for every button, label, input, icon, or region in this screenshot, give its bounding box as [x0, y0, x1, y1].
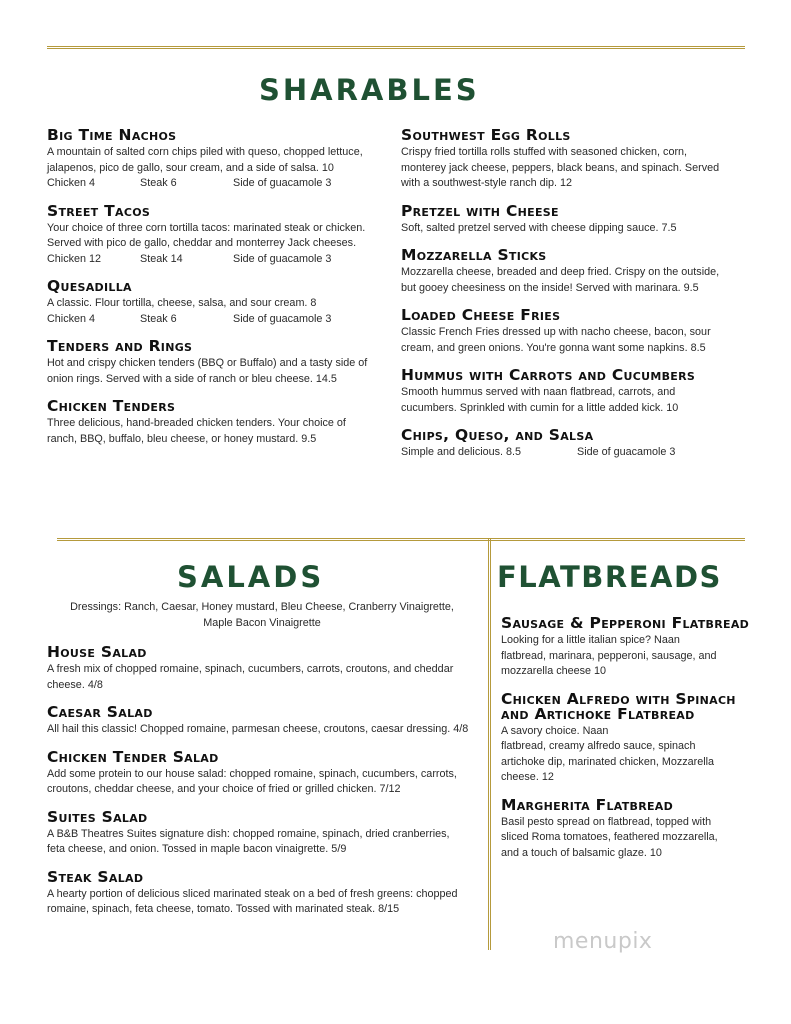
- item-description: Simple and delicious. 8.5 Side of guacamole 3: [401, 446, 676, 458]
- menu-item: [47, 867, 487, 918]
- menu-item: [47, 747, 487, 798]
- item-description: Hot and crispy chicken tenders (BBQ or Buffalo) and a tasty side of onion rings. Served with a side of ranch or bleu cheese. 14.5: [47, 357, 368, 385]
- item-description: A fresh mix of chopped romaine, spinach, cucumbers, carrots, croutons, and cheddar cheese. 4/8: [47, 663, 454, 691]
- menu-item: [47, 279, 392, 327]
- item-description: A savory choice. Naan flatbread, creamy alfredo sauce, spinach artichoke dip, marinated chicken, Mozzarella cheese. 12: [501, 724, 715, 783]
- item-name: Mozzarella Sticks: [401, 246, 547, 264]
- menu-item: [401, 308, 751, 356]
- sharables-left-column: [47, 128, 392, 459]
- top-rule: [47, 46, 745, 49]
- item-name: Steak Salad: [47, 867, 144, 886]
- item-name: Chicken Tender Salad: [47, 747, 219, 766]
- menu-item: [47, 339, 392, 387]
- item-name: Big Time Nachos: [47, 126, 177, 144]
- menu-item: [47, 807, 487, 858]
- item-description: Add some protein to our house salad: chopped romaine, spinach, cucumbers, carrots, croutons, cheddar cheese, and your choice of fried or grilled chicken. 7/12: [47, 767, 457, 795]
- item-description: Soft, salted pretzel served with cheese dipping sauce. 7.5: [401, 221, 677, 234]
- item-name: Chicken Alfredo with Spinach and Artichoke Flatbread: [501, 689, 736, 723]
- item-description: Mozzarella cheese, breaded and deep fried. Crispy on the outside, but gooey cheesiness on the inside! Served with marinara. 9.5: [401, 266, 720, 294]
- item-name: Sausage & Pepperoni Flatbread: [501, 614, 750, 632]
- item-description: Three delicious, hand-breaded chicken tenders. Your choice of ranch, BBQ, buffalo, bleu cheese, or honey mustard. 9.5: [47, 417, 346, 445]
- menu-item: [501, 795, 751, 862]
- sharables-right-column: [401, 128, 751, 473]
- item-description: Your choice of three corn tortilla tacos: marinated steak or chicken. Served with pico de gallo, cheddar and monterrey Jack cheeses.: [47, 221, 366, 249]
- item-name: Chips, Queso, and Salsa: [401, 426, 594, 444]
- item-description: Crispy fried tortilla rolls stuffed with seasoned chicken, corn, monterey jack cheese, peppers, black beans, and spinach. Served with a southwest-style ranch dip. 12: [401, 146, 720, 189]
- dressings-note: Dressings: Ranch, Caesar, Honey mustard, Bleu Cheese, Cranberry Vinaigrette, Maple Bacon Vinaigrette: [70, 601, 454, 629]
- item-name: Loaded Cheese Fries: [401, 306, 561, 324]
- item-description: All hail this classic! Chopped romaine, parmesan cheese, croutons, caesar dressing. 4/8: [47, 723, 469, 735]
- menu-item: [47, 705, 487, 738]
- item-description: Looking for a little italian spice? Naan flatbread, marinara, pepperoni, sausage, and mozzarella cheese 10: [501, 634, 717, 677]
- middle-rule: [57, 538, 745, 541]
- flatbreads-heading: FLATBREADS: [497, 560, 722, 594]
- item-options: Chicken 4 Steak 6 Side of guacamole 3: [47, 312, 332, 325]
- column-divider: [488, 538, 491, 950]
- salads-column: [47, 645, 487, 930]
- menu-item: [401, 368, 751, 416]
- menupix-watermark: menupix: [553, 929, 653, 954]
- menu-item: [401, 248, 751, 296]
- sharables-heading: SHARABLES: [259, 73, 480, 107]
- menu-item: [47, 645, 487, 693]
- menu-item: [47, 128, 392, 192]
- menu-item: [401, 428, 751, 461]
- item-description: Basil pesto spread on flatbread, topped with sliced Roma tomatoes, feathered mozzarella, and a touch of balsamic glaze. 10: [501, 815, 718, 859]
- item-options: Chicken 12 Steak 14 Side of guacamole 3: [47, 252, 332, 265]
- item-description: A classic. Flour tortilla, cheese, salsa, and sour cream. 8: [47, 297, 317, 309]
- item-name: Pretzel with Cheese: [401, 201, 559, 220]
- item-name: Quesadilla: [47, 277, 132, 295]
- item-description: Classic French Fries dressed up with nacho cheese, bacon, sour cream, and green onions. You're gonna want some napkins. 8.5: [401, 326, 711, 354]
- item-name: Southwest Egg Rolls: [401, 126, 571, 144]
- salads-heading: SALADS: [177, 560, 325, 594]
- item-description: A B&B Theatres Suites signature dish: chopped romaine, spinach, dried cranberries, feta cheese, and onion. Tossed in maple bacon vinaigrette. 5/9: [47, 827, 450, 855]
- item-name: Tenders and Rings: [47, 337, 193, 355]
- item-description: A mountain of salted corn chips piled with queso, chopped lettuce, jalapenos, pico de gallo, sour cream, and a side of salsa. 10: [47, 146, 363, 174]
- item-name: Hummus with Carrots and Cucumbers: [401, 366, 696, 384]
- item-description: A hearty portion of delicious sliced marinated steak on a bed of fresh greens: chopped romaine, spinach, feta cheese, tomato. Tossed with marinated steak. 8/15: [47, 887, 458, 915]
- menu-item: [401, 201, 751, 237]
- item-options: Chicken 4 Steak 6 Side of guacamole 3: [47, 177, 332, 189]
- menu-item: [501, 689, 751, 786]
- flatbreads-column: [501, 616, 751, 873]
- item-name: House Salad: [47, 643, 147, 661]
- item-name: Margherita Flatbread: [501, 795, 674, 814]
- item-name: Chicken Tenders: [47, 397, 176, 415]
- item-name: Suites Salad: [47, 807, 148, 826]
- menu-item: [401, 128, 751, 192]
- item-name: Street Tacos: [47, 201, 151, 220]
- item-name: Caesar Salad: [47, 703, 153, 721]
- item-description: Smooth hummus served with naan flatbread, carrots, and cucumbers. Sprinkled with cumin for a little added kick. 10: [401, 386, 679, 414]
- menu-item: [47, 201, 392, 268]
- menu-item: [501, 616, 751, 680]
- menu-item: [47, 399, 392, 447]
